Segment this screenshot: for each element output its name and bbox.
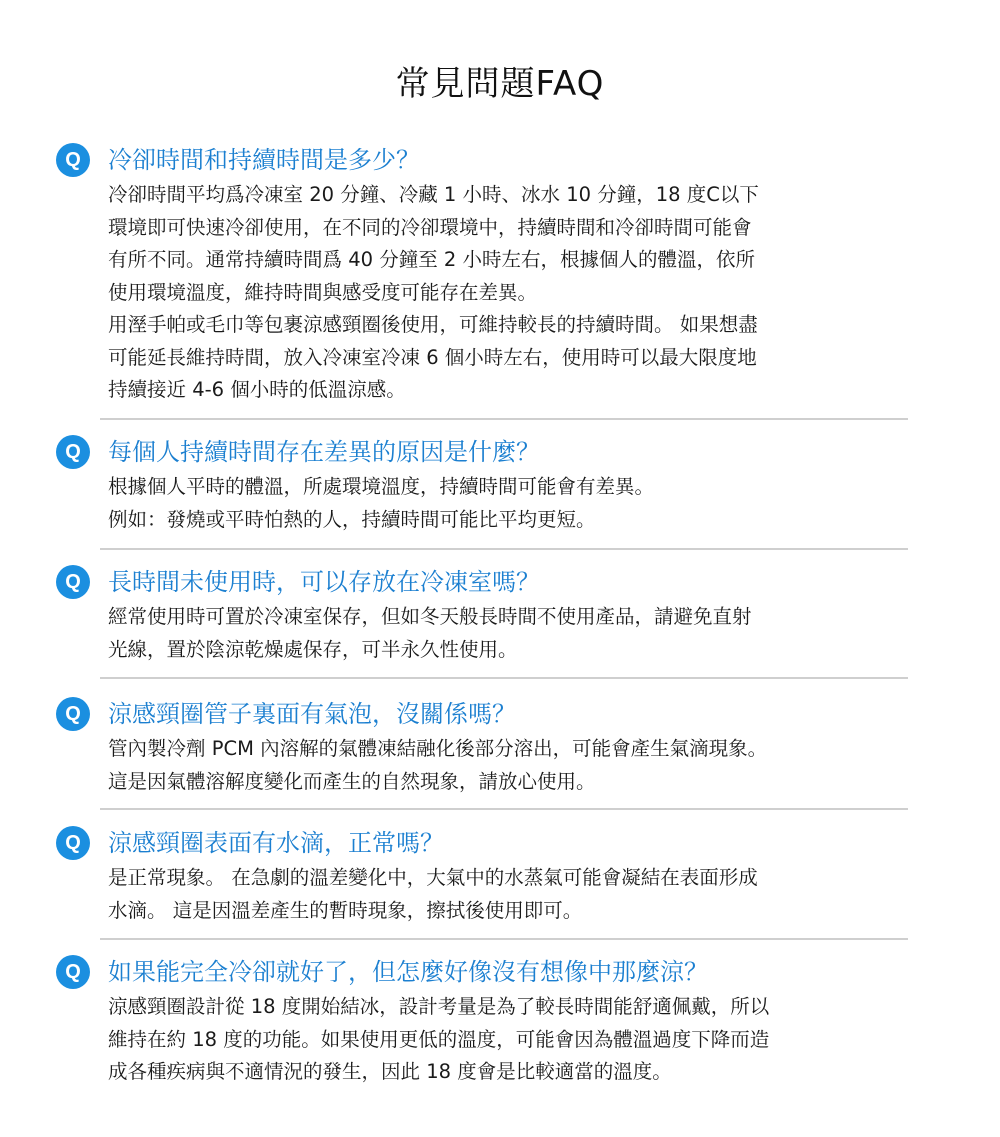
faq-question: 長時間未使用時，可以存放在冷凍室嗎？: [108, 568, 540, 596]
divider: [100, 808, 908, 810]
faq-answer: [108, 601, 938, 666]
faq-item: [56, 955, 936, 1089]
answer-line: 是正常現象。 在急劇的溫差變化中，大氣中的水蒸氣可能會凝結在表面形成: [108, 866, 758, 889]
answer-line: 成各種疾病與不適情況的發生，因此 18 度會是比較適當的溫度。: [108, 1060, 672, 1083]
divider: [100, 938, 908, 940]
page-title: 常見問題FAQ: [395, 64, 605, 104]
faq-question-row[interactable]: [56, 697, 936, 733]
answer-line: 持續接近 4-6 個小時的低溫涼感。: [108, 378, 406, 401]
faq-question: 如果能完全冷卻就好了，但怎麼好像沒有想像中那麼涼？: [108, 958, 708, 986]
faq-question-row[interactable]: [56, 565, 936, 601]
faq-question: 每個人持續時間存在差異的原因是什麼？: [108, 438, 540, 466]
answer-line: 冷卻時間平均爲冷凍室 20 分鐘、冷藏 1 小時、冰水 10 分鐘，18 度C以下: [108, 183, 759, 206]
q-badge-icon: Q: [56, 435, 90, 469]
faq-item: [56, 143, 936, 407]
faq-question: 冷卻時間和持續時間是多少？: [108, 146, 420, 174]
answer-line: 這是因氣體溶解度變化而產生的自然現象，請放心使用。: [108, 769, 596, 793]
faq-answer: [108, 733, 938, 798]
faq-item: [56, 435, 936, 536]
q-badge-icon: Q: [56, 955, 90, 989]
faq-item: [56, 565, 936, 666]
answer-line: 維持在約 18 度的功能。如果使用更低的溫度，可能會因為體溫過度下降而造: [108, 1027, 770, 1051]
divider: [100, 548, 908, 550]
faq-answer: [108, 179, 938, 407]
faq-item: [56, 697, 936, 798]
answer-line: 例如：發燒或平時怕熱的人，持續時間可能比平均更短。: [108, 507, 596, 531]
answer-line: 經常使用時可置於冷凍室保存，但如冬天般長時間不使用產品，請避免直射: [108, 605, 752, 628]
answer-line: 可能延長維持時間，放入冷凍室冷凍 6 個小時左右，使用時可以最大限度地: [108, 345, 757, 369]
faq-question-row[interactable]: [56, 143, 936, 179]
faq-answer: [108, 862, 938, 927]
answer-line: 水滴。 這是因溫差產生的暫時現象，擦拭後使用即可。: [108, 898, 583, 922]
faq-answer: [108, 991, 938, 1089]
answer-line: 光線，置於陰涼乾燥處保存，可半永久性使用。: [108, 637, 518, 661]
answer-line: 涼感頸圈設計從 18 度開始結冰，設計考量是為了較長時間能舒適佩戴，所以: [108, 995, 770, 1018]
q-badge-icon: Q: [56, 143, 90, 177]
divider: [100, 677, 908, 679]
answer-line: 環境即可快速冷卻使用，在不同的冷卻環境中，持續時間和冷卻時間可能會: [108, 215, 752, 239]
q-badge-icon: Q: [56, 697, 90, 731]
faq-question-row[interactable]: [56, 435, 936, 471]
faq-answer: [108, 471, 938, 536]
faq-item: [56, 826, 936, 927]
faq-question: 涼感頸圈管子裏面有氣泡，沒關係嗎？: [108, 700, 516, 728]
faq-question: 涼感頸圈表面有水滴，正常嗎？: [108, 829, 444, 857]
answer-line: 管內製冷劑 PCM 內溶解的氣體凍結融化後部分溶出，可能會產生氣滴現象。: [108, 737, 768, 760]
answer-line: 使用環境溫度，維持時間與感受度可能存在差異。: [108, 280, 538, 304]
faq-question-row[interactable]: [56, 955, 936, 991]
answer-line: 用溼手帕或毛巾等包裹涼感頸圈後使用，可維持較長的持續時間。 如果想盡: [108, 313, 758, 336]
divider: [100, 418, 908, 420]
q-badge-icon: Q: [56, 565, 90, 599]
answer-line: 有所不同。通常持續時間爲 40 分鐘至 2 小時左右，根據個人的體溫，依所: [108, 248, 756, 271]
q-badge-icon: Q: [56, 826, 90, 860]
faq-question-row[interactable]: [56, 826, 936, 862]
answer-line: 根據個人平時的體溫，所處環境溫度，持續時間可能會有差異。: [108, 475, 655, 498]
